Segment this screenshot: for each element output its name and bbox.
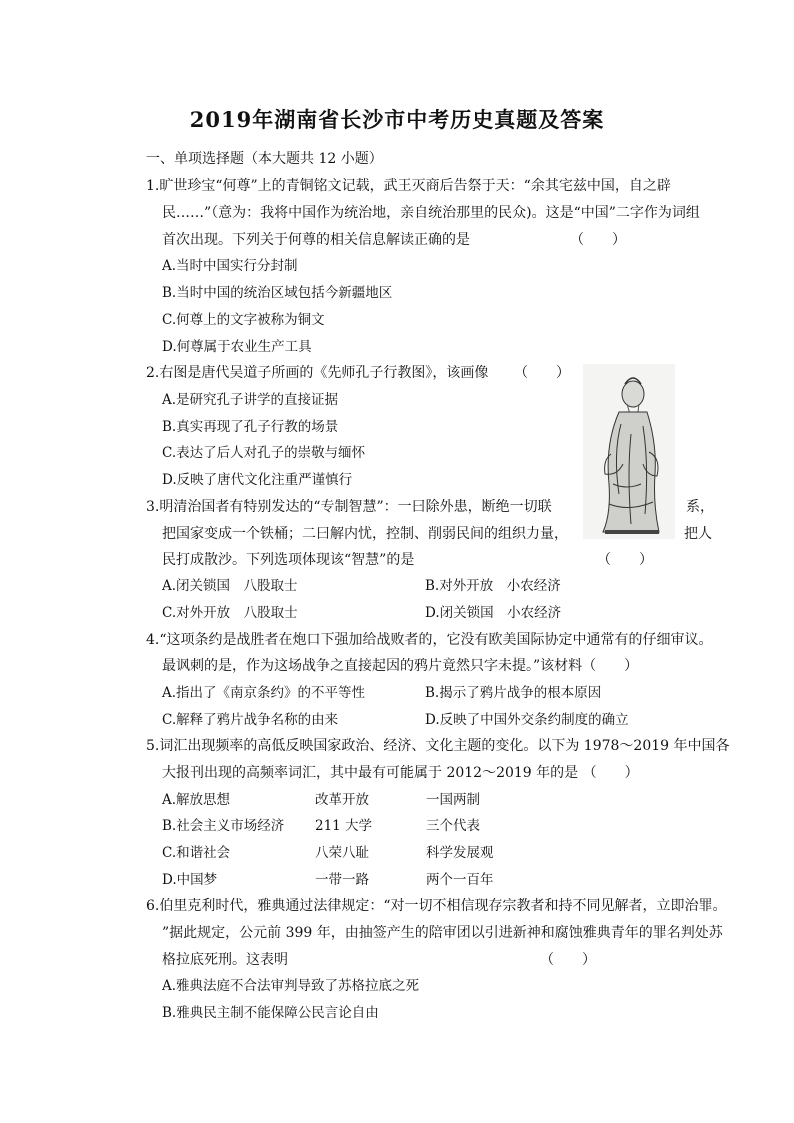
q5-option-a-term2: 改革开放: [315, 792, 369, 808]
page-title: 2019年湖南省长沙市中考历史真题及答案: [189, 107, 605, 132]
q2-stem-line1: 2.右图是唐代吴道子所画的《先师孔子行教图》，该画像: [146, 365, 489, 381]
q3-option-d: D.闭关锁国 小农经济: [425, 605, 562, 621]
q6-option-b: B.雅典民主制不能保障公民言论自由: [162, 1005, 379, 1021]
q6-stem-line3: 格拉底死刑。这表明: [162, 952, 288, 968]
q1-stem-line1: 1.旷世珍宝“何尊”上的青铜铭文记载，武王灭商后告祭于天：“余其宅兹中国，自之辟: [146, 178, 671, 194]
q1-option-c: C.何尊上的文字被称为铜文: [162, 312, 325, 328]
q1-answer-paren: （ ）: [570, 232, 626, 248]
q2-option-a: A.是研究孔子讲学的直接证据: [162, 392, 339, 408]
q1-stem-line3: 首次出现。下列关于何尊的相关信息解读正确的是: [162, 232, 470, 248]
q5-option-c-term2: 八荣八耻: [315, 845, 369, 861]
q6-stem-line1: 6.伯里克利时代，雅典通过法律规定：“对一切不相信现存宗教者和持不同见解者，立即治罪。: [146, 898, 727, 914]
q5-option-b-term2: 211 大学: [315, 818, 373, 834]
q5-option-d-term1: D.中国梦: [162, 872, 218, 888]
q3-option-b: B.对外开放 小农经济: [425, 578, 561, 594]
q5-option-a-term3: 一国两制: [426, 792, 480, 808]
q5-option-d-term3: 两个一百年: [426, 872, 494, 888]
q2-answer-paren: （ ）: [514, 365, 570, 381]
q3-stem-line2-tail: 把人: [684, 526, 712, 542]
q4-option-b: B.揭示了鸦片战争的根本原因: [425, 685, 602, 701]
q5-stem-line2: 大报刊出现的高频率词汇，其中最有可能属于 2012～2019 年的是 （ ）: [162, 765, 639, 781]
section-heading: 一、单项选择题（本大题共 12 小题）: [146, 151, 383, 167]
q1-option-b: B.当时中国的统治区域包括今新疆地区: [162, 285, 393, 301]
q5-option-a-term1: A.解放思想: [162, 792, 231, 808]
q3-stem-line3: 民打成散沙。下列选项体现该“智慧”的是: [162, 552, 415, 568]
q6-answer-paren: （ ）: [540, 952, 596, 968]
q5-option-c-term1: C.和谐社会: [162, 845, 231, 861]
q2-option-d: D.反映了唐代文化注重严谨慎行: [162, 472, 353, 488]
q4-option-a: A.指出了《南京条约》的不平等性: [162, 685, 366, 701]
q6-option-a: A.雅典法庭不合法审判导致了苏格拉底之死: [162, 978, 420, 994]
q5-stem-line1: 5.词汇出现频率的高低反映国家政治、经济、文化主题的变化。以下为 1978～2019 年中国各: [146, 738, 730, 754]
q2-option-c: C.表达了后人对孔子的崇敬与缅怀: [162, 445, 366, 461]
q5-option-d-term2: 一带一路: [315, 872, 369, 888]
q3-stem-line2: 把国家变成一个铁桶；二曰解内忧，控制、削弱民间的组织力量，: [162, 526, 568, 542]
q4-stem-line2: 最讽刺的是，作为这场战争之直接起因的鸦片竟然只字未提。”该材料（ ）: [162, 658, 639, 674]
q5-option-b-term1: B.社会主义市场经济: [162, 818, 285, 834]
q5-option-c-term3: 科学发展观: [426, 845, 494, 861]
q1-option-a: A.当时中国实行分封制: [162, 258, 298, 274]
q6-stem-line2: ”据此规定，公元前 399 年，由抽签产生的陪审团以引进新神和腐蚀雅典青年的罪名判处苏: [162, 925, 723, 941]
q3-option-c: C.对外开放 八股取士: [162, 605, 298, 621]
q4-option-d: D.反映了中国外交条约制度的确立: [425, 712, 629, 728]
q3-stem-line1: 3.明清治国者有特别发达的“专制智慧”：一曰除外患，断绝一切联: [146, 499, 552, 515]
q1-stem-line2: 民……”（意为：我将中国作为统治地，亲自统治那里的民众)。这是“中国”二字作为词组: [162, 205, 700, 221]
q1-option-d: D.何尊属于农业生产工具: [162, 339, 312, 355]
q4-stem-line1: 4.“这项条约是战胜者在炮口下强加给战败者的，它没有欧美国际协定中通常有的仔细审议。: [146, 632, 713, 648]
q3-option-a: A.闭关锁国 八股取士: [162, 578, 298, 594]
confucius-portrait-image: [583, 364, 675, 539]
q5-option-b-term3: 三个代表: [426, 818, 480, 834]
q2-option-b: B.真实再现了孔子行教的场景: [162, 419, 339, 435]
q3-stem-line1-tail: 系，: [686, 499, 714, 515]
q4-option-c: C.解释了鸦片战争名称的由来: [162, 712, 339, 728]
q3-answer-paren: （ ）: [597, 552, 653, 568]
